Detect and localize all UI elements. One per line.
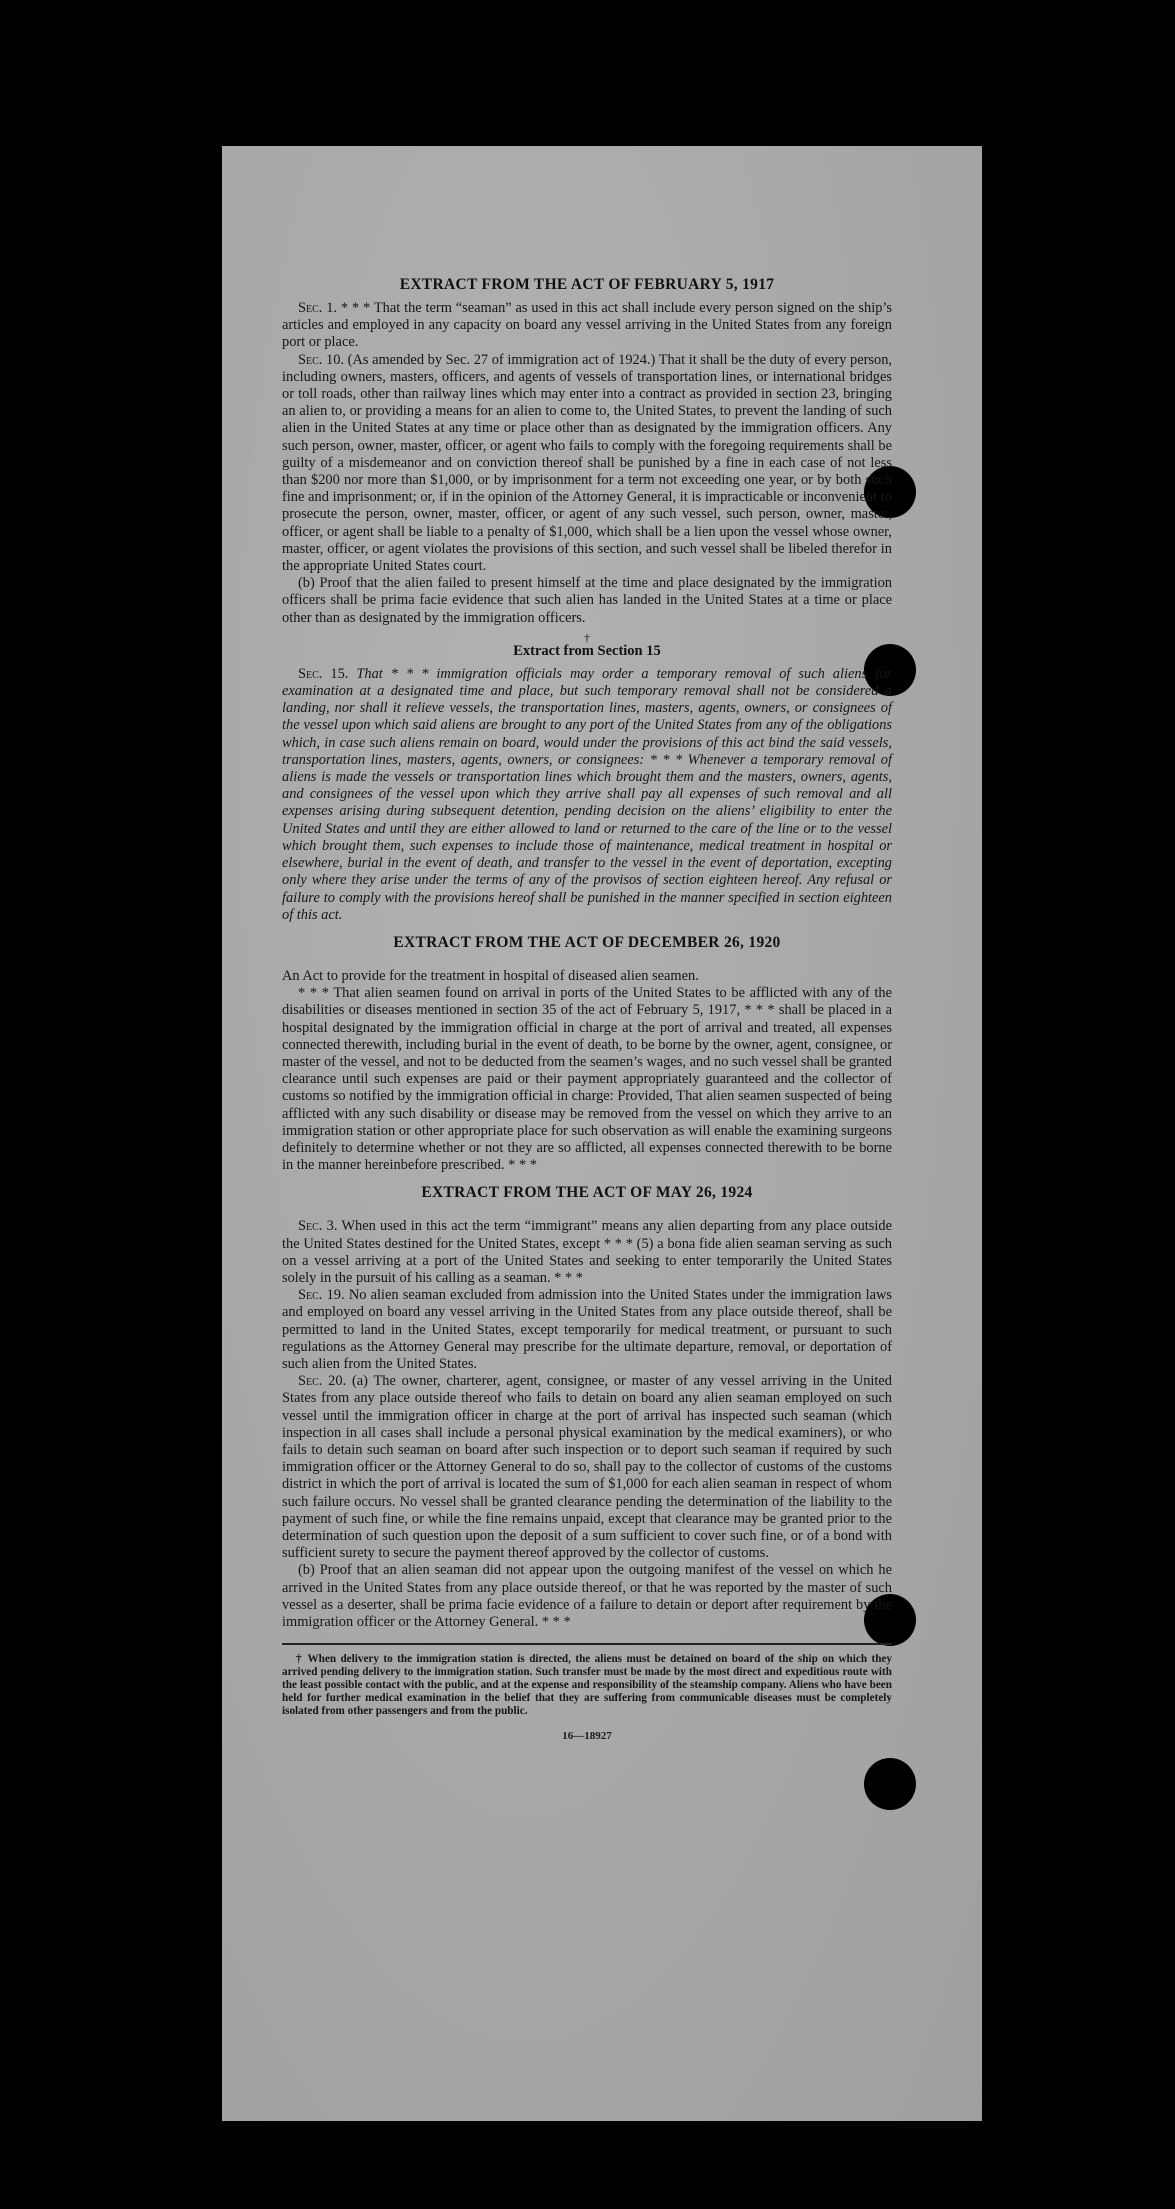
heading-act-1924: EXTRACT FROM THE ACT OF MAY 26, 1924 xyxy=(421,1184,753,1202)
paragraph-proof-alien: (b) Proof that the alien failed to present himself at the time and place designated by the immigration officers shall be prima facie evidence that such alien has landed in the United States at a time or place other than as designated by the immigration officers. xyxy=(282,575,892,626)
paragraph-text: (a) The owner, charterer, agent, consignee, or master of any vessel arriving in the United States from any place outside thereof who fails to detain on board any alien seaman employed on such vessel until the immigration officer in charge at the port of arrival has inspected such seaman (which inspection in all cases shall include a personal physical examination by the medical examiners), or who fails to detain such seaman on board after such inspection or to deport such seaman if required by such immigration officer or the Attorney General to do so, shall pay to the collector of customs of the customs district in which the port of arrival is located the sum of $1,000 for each alien seaman in respect of whom such failure occurs. No vessel shall be granted clearance pending the determination of the liability to the payment of such fine, or while the fine remains unpaid, except that clearance may be granted prior to the determination of such question upon the deposit of a sum sufficient to cover such fine, or of a bond with sufficient surety to secure the payment thereof approved by the collector of customs. xyxy=(282,1373,892,1562)
paragraph-sec-3 xyxy=(282,1218,892,1287)
paragraph-text: When used in this act the term “immigrant” means any alien departing from any place outside the United States destined for the United States, except * * * (5) a bona fide alien seaman serving as such on a vessel arriving at a port of the United States and seeking to enter temporarily the United States solely in the pursuit of his calling as a seaman. * * * xyxy=(282,1218,892,1286)
section-label: Sec. 20. xyxy=(298,1373,347,1390)
paragraph-sec-15 xyxy=(282,666,892,924)
footnote: † When delivery to the immigration station is directed, the aliens must be detained on board of the ship on which they arrived pending delivery to the immigration station. Such transfer must be made by the most direct and expeditious route with the least possible contact with the public, and at the expense and responsibility of the steamship company. Aliens who have been held for further medical examination in the belief that they are suffering from communicable diseases must be completely isolated from other passengers and from the public. xyxy=(282,1653,892,1718)
document-content xyxy=(282,276,892,1742)
paragraph-text: (As amended by Sec. 27 of immigration act of 1924.) That it shall be the duty of every person, including owners, masters, officers, and agents of vessels of transportation lines, or international bridges or toll roads, other than railway lines which may enter into a contract as provided in section 23, bringing an alien to, or providing a means for an alien to come to, the United States, to prevent the landing of such alien in the United States at any time or place other than as designated by the immigration officers. Any such person, owner, master, officer, or agent who fails to comply with the foregoing requirements shall be guilty of a misdemeanor and on conviction thereof shall be punished by a fine in each case of not less than $200 nor more than $1,000, or by imprisonment for a term not exceeding one year, or by both such fine and imprisonment; or, if in the opinion of the Attorney General, it is impracticable or inconvenient to prosecute the person, owner, master, officer, or agent of any such vessel, such person, owner, master, officer, or agent shall be liable to a penalty of $1,000, which shall be a lien upon the vessel whose owner, master, officer, or agent violates the provisions of this section, and such vessel shall be libeled therefor in the appropriate United States court. xyxy=(282,351,892,575)
document-number: 16—18927 xyxy=(562,1730,612,1743)
paragraph-proof-seaman: (b) Proof that an alien seaman did not appear upon the outgoing manifest of the vessel on which he arrived in the United States from any place outside thereof, or that he was reported by the master of such vessel as a deserter, shall be prima facie evidence of a failure to detain or deport after requirement by the immigration officer or the Attorney General. * * * xyxy=(282,1562,892,1631)
heading-act-1917: EXTRACT FROM THE ACT OF FEBRUARY 5, 1917 xyxy=(399,276,775,293)
paragraph-text: That * * * immigration officials may order a temporary removal of such aliens for examination at a designated time and place, but such temporary removal shall not be considered a landing, nor shall it relieve vessels, the transportation lines, masters, agents, owners, or consignees of the vessel upon which said aliens are brought to any port of the United States from any of the obligations which, in case such aliens remain on board, would under the provisions of this act bind the said vessels, transportation lines, masters, agents, owners, or consignees: * * * Whenever a temporary removal of aliens is made the vessels or transportation lines which brought them and the masters, owners, agents, and consignees of the vessel upon which they arrive shall pay all expenses of such removal and all expenses arising during subsequent detention, pending decision on the aliens’ eligibility to enter the United States and until they are either allowed to land or returned to the care of the line or to the vessel which brought them, such expenses to include those of maintenance, medical treatment in hospital or elsewhere, burial in the event of death, and transfer to the vessel in the event of deportation, excepting only where they arise under the terms of any of the provisos of section eighteen hereof. Any refusal or failure to comply with the provisions hereof shall be punished in the manner specified in section eighteen of this act. xyxy=(282,665,892,923)
heading-section-15: Extract from Section 15 xyxy=(513,642,661,659)
footnote-divider xyxy=(282,1643,892,1645)
section-label: Sec. 19. xyxy=(298,1287,345,1304)
paragraph-diseased-seamen: * * * That alien seamen found on arrival in ports of the United States to be afflicted with any of the disabilities or diseases mentioned in section 35 of the act of February 5, 1917, * * * shall be placed in a hospital designated by the immigration official in charge at the port of arrival and treated, all expenses connected therewith, including burial in the event of death, to be borne by the owner, agent, consignee, or master of the vessel, and not to be deducted from the seamen’s wages, and no such vessel shall be granted clearance until such expenses are paid or their payment appropriately guaranteed and the collector of customs so notified by the immigration official in charge: Provided, That alien seamen suspected of being afflicted with any such disability or disease may be removed from the vessel on which they arrive to an immigration station or other appropriate place for such observation as will enable the examining surgeons definitely to determine whether or not they are so afflicted, all expenses connected therewith to be borne in the manner hereinbefore prescribed. * * * xyxy=(282,985,892,1174)
paragraph-sec-19 xyxy=(282,1287,892,1373)
section-label: Sec. 15. xyxy=(298,665,349,682)
section-label: Sec. 3. xyxy=(298,1218,338,1235)
dagger-mark: † xyxy=(584,630,590,645)
paragraph-sec-1 xyxy=(282,300,892,352)
document-page xyxy=(222,146,982,2121)
paragraph-act-title: An Act to provide for the treatment in hospital of diseased alien seamen. xyxy=(282,967,699,984)
section-label: Sec. 10. xyxy=(298,351,345,368)
paragraph-sec-10 xyxy=(282,352,892,576)
heading-act-1920: EXTRACT FROM THE ACT OF DECEMBER 26, 1920 xyxy=(393,933,781,951)
punch-hole xyxy=(864,1758,916,1810)
paragraph-text: * * * That the term “seaman” as used in this act shall include every person signed on the ship’s articles and employed in any capacity on board any vessel arriving in the United States from any foreign port or place. xyxy=(282,300,892,351)
section-label: Sec. 1. xyxy=(298,300,338,316)
paragraph-text: No alien seaman excluded from admission into the United States under the immigration laws and employed on board any vessel arriving in the United States from any place outside thereof, shall be permitted to land in the United States, except temporarily for medical treatment, or pursuant to such regulations as the Attorney General may prescribe for the ultimate departure, removal, or deportation of such alien from the United States. xyxy=(282,1287,892,1372)
paragraph-sec-20 xyxy=(282,1373,892,1562)
